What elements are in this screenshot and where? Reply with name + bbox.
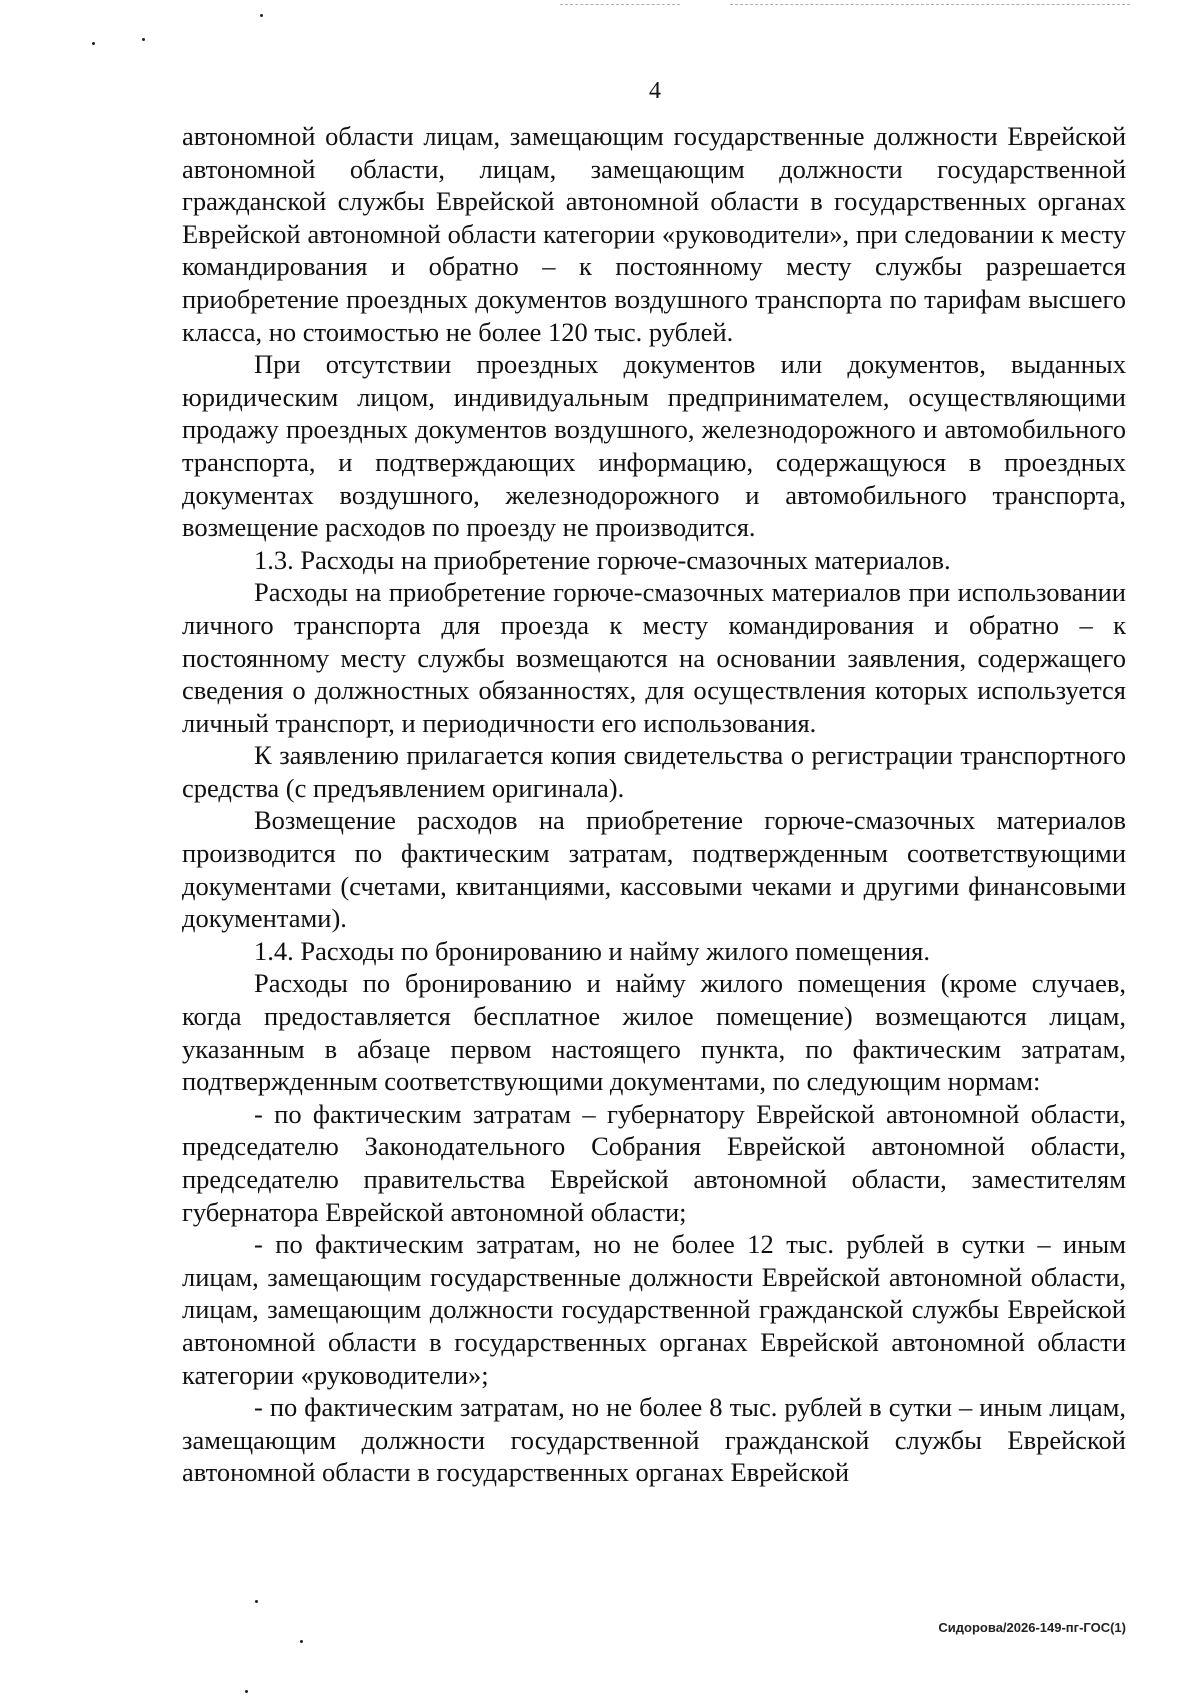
scan-speck xyxy=(255,1600,258,1603)
scan-speck xyxy=(142,38,145,41)
scan-speck xyxy=(245,1690,248,1693)
paragraph: Расходы на приобретение горюче-смазочных материалов при использовании личного транспорта для проезда к месту командирования и обратно – к постоянному месту службы возмещаются на основании заявления, содержащего сведения о должностных обязанностях, для осуществления которых используется личный транспорт, и периодичности его использования. xyxy=(182,577,1126,738)
scan-speck xyxy=(92,42,95,45)
list-item: - по фактическим затратам – губернатору Еврейской автономной области, председателю Законодательного Собрания Еврейской автономной области, председателю правительства Еврейской автономной области, заместителям губернатора Еврейской автономной области; xyxy=(182,1098,1126,1227)
section-heading: 1.4. Расходы по бронированию и найму жилого помещения. xyxy=(254,935,930,966)
paragraph: Расходы по бронированию и найму жилого помещения (кроме случаев, когда предоставляется бесплатное жилое помещение) возмещаются лицам, указанным в абзаце первом настоящего пункта, по фактическим затратам, подтвержденным соответствующими документами, по следующим нормам: xyxy=(182,968,1126,1097)
paragraph: Возмещение расходов на приобретение горюче-смазочных материалов производится по фактическим затратам, подтвержденным соответствующими документами (счетами, квитанциями, кассовыми чеками и другими финансовыми документами). xyxy=(182,805,1126,934)
list-item: - по фактическим затратам, но не более 8 тыс. рублей в сутки – иным лицам, замещающим должности государственной гражданской службы Еврейской автономной области в государственных органах Еврейской xyxy=(182,1392,1126,1488)
document-footer-code: Сидорова/2026-149-пг-ГОС(1) xyxy=(938,1620,1126,1635)
list-item: - по фактическим затратам, но не более 12 тыс. рублей в сутки – иным лицам, замещающим государственные должности Еврейской автономной области, лицам, замещающим должности государственной гражданской службы Еврейской автономной области в государственных органах Еврейской автономной области категории «руководители»; xyxy=(182,1229,1126,1390)
scan-speck xyxy=(300,1640,303,1643)
scan-speck xyxy=(260,14,263,17)
scan-edge-line xyxy=(560,4,680,5)
paragraph: К заявлению прилагается копия свидетельства о регистрации транспортного средства (с предъявлением оригинала). xyxy=(182,740,1126,803)
page-number: 4 xyxy=(649,78,661,104)
document-body xyxy=(182,120,1126,1489)
paragraph: автономной области лицам, замещающим государственные должности Еврейской автономной области, лицам, замещающим должности государственной гражданской службы Еврейской автономной области в государственных органах Еврейской автономной области категории «руководители», при следовании к месту командирования и обратно – к постоянному месту службы разрешается приобретение проездных документов воздушного транспорта по тарифам высшего класса, но стоимостью не более 120 тыс. рублей. xyxy=(182,121,1126,347)
scan-edge-line xyxy=(730,4,1130,5)
section-heading: 1.3. Расходы на приобретение горюче-смазочных материалов. xyxy=(254,544,951,575)
paragraph: При отсутствии проездных документов или документов, выданных юридическим лицом, индивидуальным предпринимателем, осуществляющими продажу проездных документов воздушного, железнодорожного и автомобильного транспорта, и подтверждающих информацию, содержащуюся в проездных документах воздушного, железнодорожного и автомобильного транспорта, возмещение расходов по проезду не производится. xyxy=(182,349,1126,543)
